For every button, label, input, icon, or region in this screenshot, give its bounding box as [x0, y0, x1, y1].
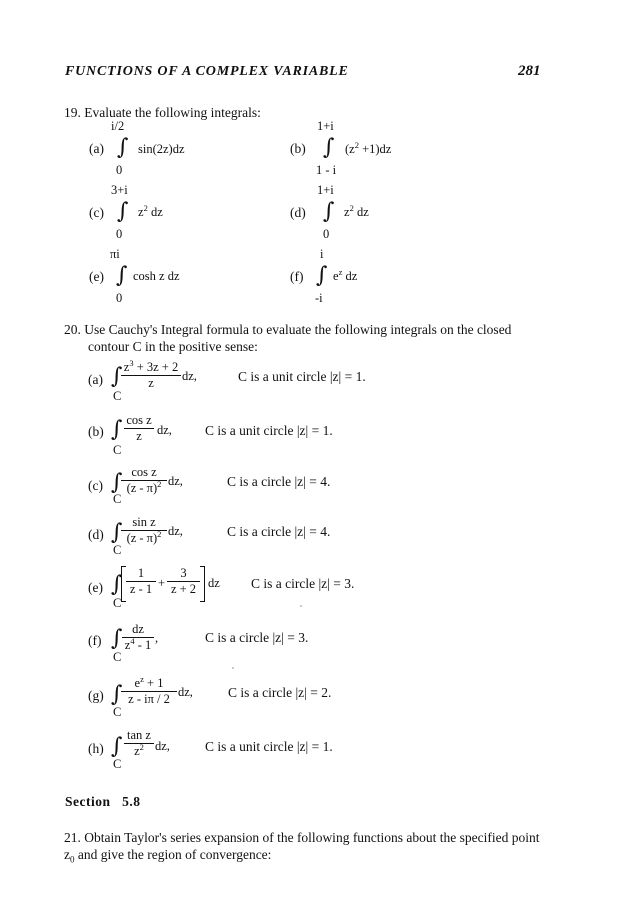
problem-20-line-2: contour C in the positive sense: [88, 339, 258, 354]
upper-limit: 1+i [317, 119, 334, 133]
integral-sign: ∫ [111, 470, 123, 495]
lower-limit: 0 [323, 227, 330, 241]
item-label: (a) [88, 372, 103, 387]
differential: dz, [168, 474, 183, 488]
fraction: $e^z + 1$ z - iπ / 2 [121, 677, 177, 706]
contour-label: C [113, 543, 122, 557]
upper-limit: i [320, 247, 324, 261]
contour-label: C [113, 443, 122, 457]
item-label: (f) [88, 633, 102, 648]
integrand: $z^2$ dz [344, 203, 369, 219]
upper-limit: 1+i [317, 183, 334, 197]
lower-limit: -i [315, 291, 323, 305]
condition: C is a circle |z| = 3. [205, 630, 309, 645]
contour-label: C [113, 596, 122, 610]
integral-sign: ∫ [316, 263, 328, 288]
scan-speck [300, 605, 302, 607]
fraction: cos z z [124, 414, 154, 443]
item-label: (g) [88, 688, 104, 703]
fraction: sin z (z - π)$^2$ [121, 516, 167, 545]
problem-20-line-1: 20. Use Cauchy's Integral formula to evaluate the following integrals on the closed [64, 322, 512, 337]
problem-21-line-1: 21. Obtain Taylor's series expansion of the following functions about the specified point [64, 830, 540, 845]
integrand: sin(2z)dz [138, 142, 185, 156]
integral-sign: ∫ [111, 626, 123, 651]
upper-limit: i/2 [111, 119, 125, 133]
upper-limit: πi [110, 247, 120, 261]
item-label: (a) [89, 141, 104, 156]
item-label: (d) [88, 527, 104, 542]
differential: dz [208, 576, 220, 590]
condition: C is a circle |z| = 3. [251, 576, 355, 591]
integrand: $(z^2 +1)dz$ [345, 140, 392, 156]
differential: dz, [168, 524, 183, 538]
right-bracket [200, 566, 205, 602]
condition: C is a circle |z| = 2. [228, 685, 332, 700]
condition: C is a unit circle |z| = 1. [205, 739, 333, 754]
integral-sign: ∫ [117, 199, 129, 224]
item-label: (c) [88, 478, 103, 493]
fraction: $z^3 + 3z + 2$ z [121, 361, 181, 390]
section-heading: Section 5.8 [65, 794, 141, 809]
item-label: (e) [89, 269, 104, 284]
condition: C is a circle |z| = 4. [227, 524, 331, 539]
integral-sign: ∫ [111, 682, 123, 707]
problem-19-text: 19. Evaluate the following integrals: [64, 105, 261, 120]
lower-limit: 0 [116, 163, 123, 177]
page-number: 281 [518, 63, 541, 79]
condition: C is a unit circle |z| = 1. [205, 423, 333, 438]
item-label: (b) [290, 141, 306, 156]
integral-sign: ∫ [111, 520, 123, 545]
upper-limit: 3+i [111, 183, 128, 197]
condition: C is a unit circle |z| = 1. [238, 369, 366, 384]
comma: , [155, 631, 159, 645]
lower-limit: 0 [116, 291, 123, 305]
integral-sign: ∫ [111, 417, 123, 442]
integrand: $e^z$ dz [333, 267, 358, 283]
integral-sign: ∫ [323, 135, 335, 160]
item-label: (f) [290, 269, 304, 284]
item-label: (e) [88, 580, 103, 595]
fraction-1: 1 z - 1 [126, 567, 156, 596]
integral-sign: ∫ [111, 364, 123, 389]
differential: dz, [157, 423, 172, 437]
contour-label: C [113, 757, 122, 771]
integral-sign: ∫ [111, 572, 123, 597]
contour-label: C [113, 492, 122, 506]
contour-label: C [113, 705, 122, 719]
integral-sign: ∫ [111, 734, 123, 759]
running-title: FUNCTIONS OF A COMPLEX VARIABLE [65, 64, 349, 79]
differential: dz, [155, 739, 170, 753]
integral-sign: ∫ [116, 263, 128, 288]
lower-limit: 0 [116, 227, 123, 241]
differential: dz, [182, 369, 197, 383]
integrand: $z^2$ dz [138, 203, 163, 219]
contour-label: C [113, 650, 122, 664]
integral-sign: ∫ [117, 135, 129, 160]
condition: C is a circle |z| = 4. [227, 474, 331, 489]
scan-speck [232, 667, 234, 669]
item-label: (b) [88, 424, 104, 439]
integral-sign: ∫ [323, 199, 335, 224]
lower-limit: 1 - i [316, 163, 337, 177]
item-label: (d) [290, 205, 306, 220]
problem-21-line-2: $z_0$ and give the region of convergence: [64, 847, 272, 865]
differential: dz, [178, 685, 193, 699]
item-label: (h) [88, 741, 104, 756]
item-label: (c) [89, 205, 104, 220]
fraction: dz $z^4 - 1$ [122, 623, 154, 652]
fraction-2: 3 z + 2 [167, 567, 200, 596]
integrand: cosh z dz [133, 269, 180, 283]
contour-label: C [113, 389, 122, 403]
fraction: cos z (z - π)$^2$ [121, 466, 167, 495]
fraction: tan z $z^2$ [124, 729, 154, 758]
plus-sign: + [158, 576, 166, 590]
